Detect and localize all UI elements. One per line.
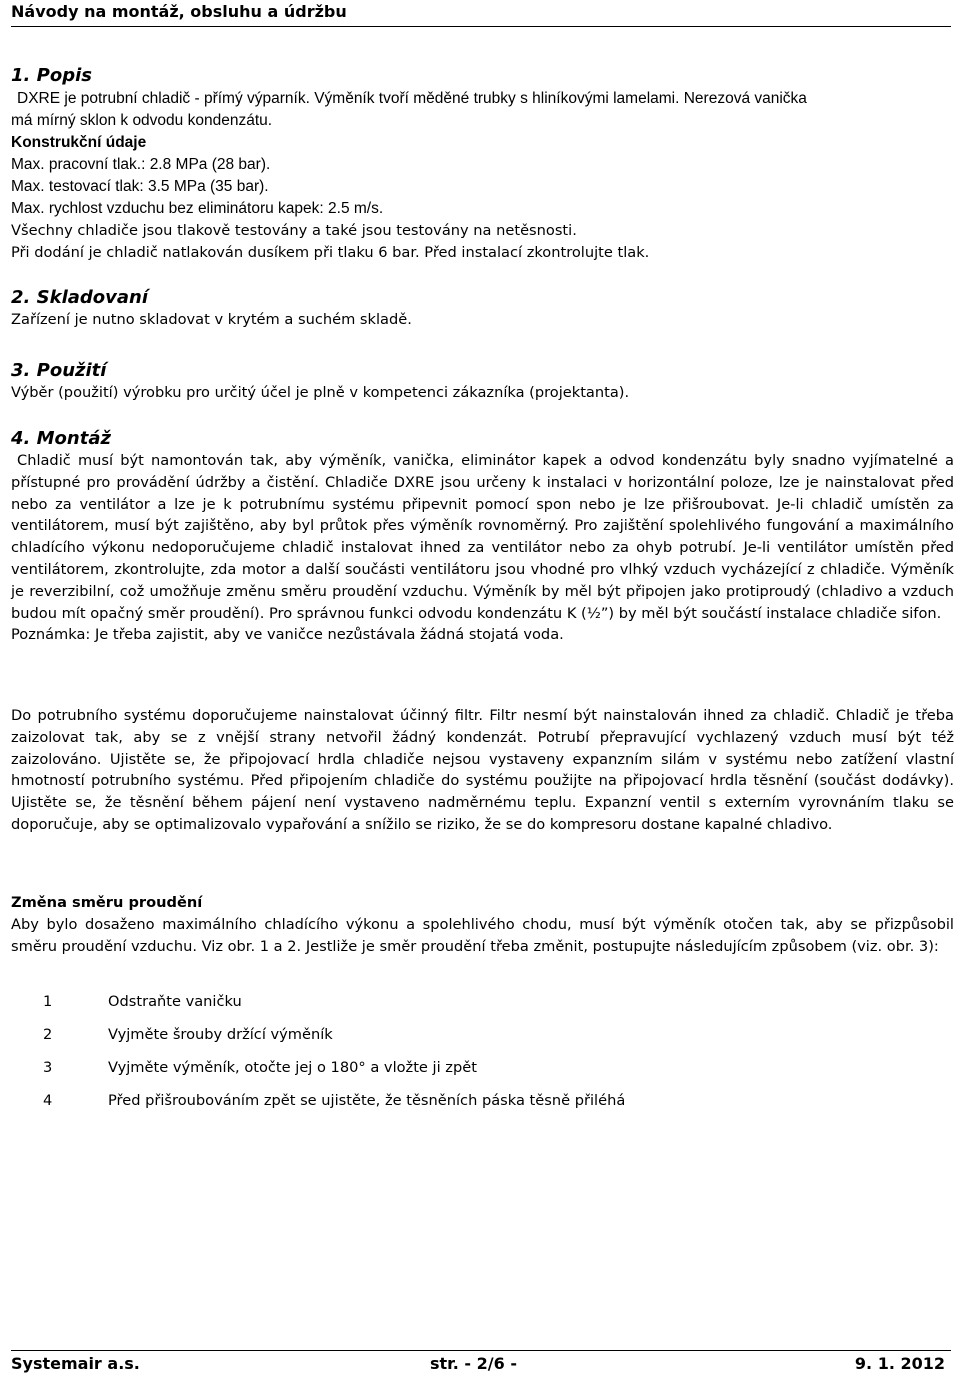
text-line: Max. rychlost vzduchu bez eliminátoru kapek: 2.5 m/s. bbox=[11, 200, 384, 217]
section-flow-direction bbox=[11, 892, 954, 958]
section-pouziti bbox=[11, 360, 954, 404]
subheading-construction: Konstrukční údaje bbox=[11, 134, 147, 151]
text-line: má mírný sklon k odvodu kondenzátu. bbox=[11, 112, 273, 129]
list-number: 1 bbox=[43, 993, 53, 1010]
list-text: Před přišroubováním zpět se ujistěte, že těsněních páska těsně přiléhá bbox=[108, 1092, 626, 1109]
paragraph-mounting: Chladič musí být namontován tak, aby výměník, vanička, eliminátor kapek a odvod kondenzátu byly snadno vyjímatelné a přístupné pro provádění údržby a čistění. Chladiče DXRE jsou určeny k instalaci v horizontální poloze, lze je nainstalovat před nebo za ventilátor a lze je k potrubnímu systému připevnit pomocí spon nebo je lze přišroubovat. Je-li chladič umístěn za ventilátorem, musí být zajištěno, aby byl průtok přes výměník rovnoměrný. Pro zajištění spolehlivého fungování a maximálního chladícího výkonu nedoporučujeme chladič instalovat ihned za ventilátor nebo za ohyb potrubí. Je-li ventilátor umístěn před ventilátorem, zkontrolujte, zda motor a další součásti ventilátoru jsou vhodné pro vlhký vzduch vycházející z chladiče. Výměník je reverzibilní, což umožňuje změnu směru proudění vzduchu. Výměník by měl být připojen jako protiproudý (chladivo a vzduch budou mít opačný směr proudění). Pro správnou funkci odvodu kondenzátu K (½”) by měl být součástí instalace chladiče sifon. bbox=[11, 452, 954, 622]
text-line: Max. pracovní tlak.: 2.8 MPa (28 bar). bbox=[11, 156, 271, 173]
section-heading: Změna směru proudění bbox=[11, 894, 203, 911]
footer-company: Systemair a.s. bbox=[11, 1354, 140, 1373]
note: Poznámka: Je třeba zajistit, aby ve vaničce nezůstávala žádná stojatá voda. bbox=[11, 626, 564, 644]
list-text: Vyjměte výměník, otočte jej o 180° a vložte ji zpět bbox=[108, 1059, 477, 1076]
section-heading: 3. Použití bbox=[11, 360, 107, 381]
text-line: Při dodání je chladič natlakován dusíkem při tlaku 6 bar. Před instalací zkontrolujte tlak. bbox=[11, 244, 650, 261]
section-skladovani bbox=[11, 287, 954, 331]
paragraph-filter bbox=[11, 705, 954, 836]
text-line: Zařízení je nutno skladovat v krytém a suchém skladě. bbox=[11, 311, 412, 328]
text-line: DXRE je potrubní chladič - přímý výparník. Výměník tvoří měděné trubky s hliníkovými lamelami. Nerezová vanička bbox=[17, 90, 807, 107]
text-line: Výběr (použití) výrobku pro určitý účel je plně v kompetenci zákazníka (projektanta). bbox=[11, 384, 630, 401]
paragraph-text: Aby bylo dosaženo maximálního chladícího výkonu a spolehlivého chodu, musí být výměník otočen tak, aby se přizpůsobil směru proudění vzduchu. Viz obr. 1 a 2. Jestliže je směr proudění třeba změnit, postupujte následujícím způsobem (viz. obr. 3): bbox=[11, 916, 954, 955]
section-popis bbox=[11, 64, 954, 264]
section-heading: 2. Skladovaní bbox=[11, 287, 148, 308]
section-heading: 1. Popis bbox=[11, 65, 92, 86]
list-number: 3 bbox=[43, 1059, 53, 1076]
section-heading: 4. Montáž bbox=[11, 428, 111, 449]
list-text: Vyjměte šrouby držící výměník bbox=[108, 1026, 333, 1043]
footer-page-number: str. - 2/6 - bbox=[430, 1354, 517, 1373]
text-line: Všechny chladiče jsou tlakově testovány a také jsou testovány na netěsnosti. bbox=[11, 222, 577, 239]
footer-date: 9. 1. 2012 bbox=[854, 1354, 945, 1373]
list-number: 2 bbox=[43, 1026, 53, 1043]
list-number: 4 bbox=[43, 1092, 53, 1109]
list-text: Odstraňte vaničku bbox=[108, 993, 242, 1010]
paragraph-text: Do potrubního systému doporučujeme nainstalovat účinný filtr. Filtr nesmí být nainstalován ihned za chladič. Chladič je třeba zaizolovat tak, aby se z vnější strany netvořil žádný kondenzát. Potrubí přepravující vychlazený vzduch musí být též zaizolováno. Ujistěte se, že připojovací hrdla chladiče nejsou vystaveny expanzním silám v systému nebo zatížení vlastní hmotností potrubního systému. Před připojením chladiče do systému použijte na připojovací hrdla těsnění (součást dodávky). Ujistěte se, že těsnění během pájení není vystaveno nadměrnému teplu. Expanzní ventil s externím vyrovnáním tlaku se doporučuje, aby se optimalizovalo vypařování a snížilo se riziko, že se do kompresoru dostane kapalné chladivo. bbox=[11, 707, 954, 833]
section-montaz bbox=[11, 428, 954, 646]
document-header: Návody na montáž, obsluhu a údržbu bbox=[11, 0, 951, 27]
text-line: Max. testovací tlak: 3.5 MPa (35 bar). bbox=[11, 178, 269, 195]
document-footer bbox=[11, 1350, 951, 1373]
